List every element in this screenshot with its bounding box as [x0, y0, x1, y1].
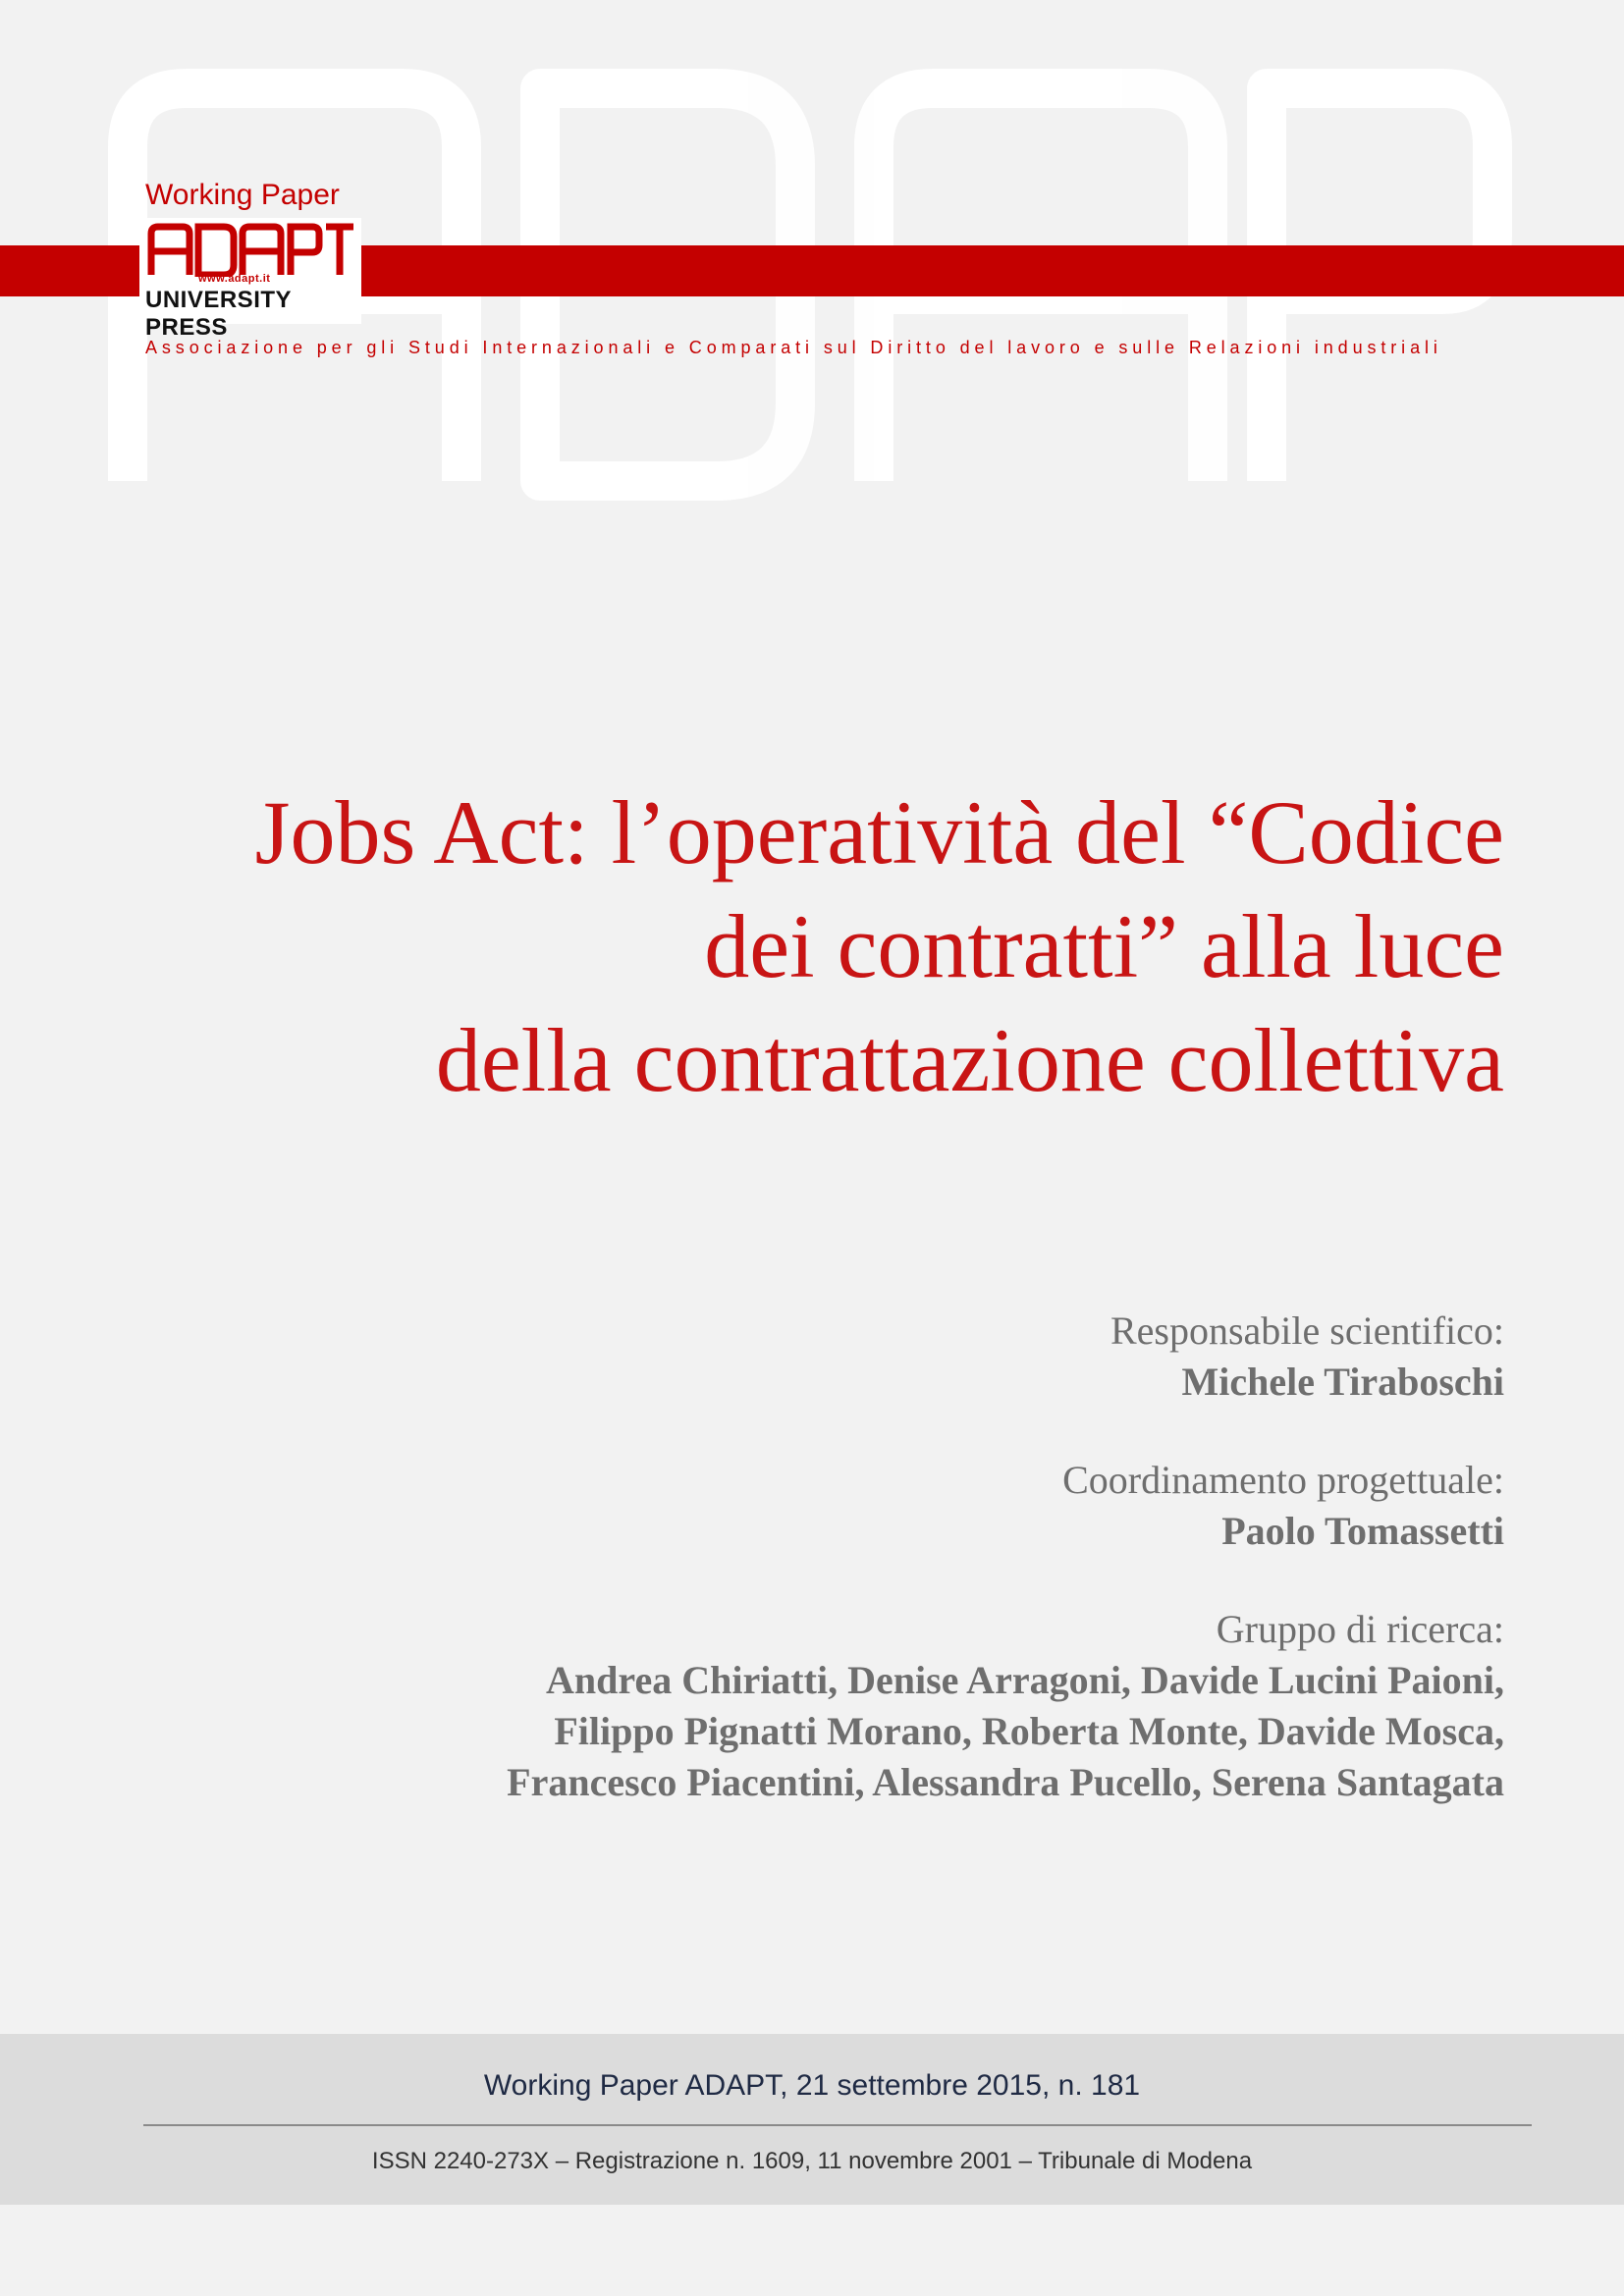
research-names-line: Francesco Piacentini, Alessandra Pucello, Serena Santagata [507, 1760, 1504, 1804]
adapt-logo-mark [145, 222, 355, 277]
role-label: Responsabile scientifico: [1110, 1308, 1504, 1353]
project-coordination [228, 1455, 1504, 1557]
research-names-line: Andrea Chiriatti, Denise Arragoni, Davide Lucini Paioni, [546, 1658, 1504, 1702]
footer-divider [143, 2124, 1532, 2126]
title-line: Jobs Act: l’operatività del “Codice [254, 782, 1504, 882]
title-line: dei contratti” alla luce [704, 896, 1504, 996]
title-line: della contrattazione collettiva [435, 1010, 1504, 1110]
credits-block [228, 1306, 1504, 1855]
role-label: Coordinamento progettuale: [1062, 1458, 1504, 1502]
logo-website: www.adapt.it [198, 273, 271, 285]
person-name: Michele Tiraboschi [1181, 1360, 1504, 1404]
issn-text: ISSN 2240-273X – Registrazione n. 1609, 11 novembre 2001 – Tribunale di Modena [371, 2148, 1253, 2174]
adapt-logo [139, 218, 361, 341]
footer-band [0, 2034, 1624, 2205]
paper-title [90, 775, 1504, 1117]
scientific-lead [228, 1306, 1504, 1408]
research-group [228, 1604, 1504, 1808]
person-name: Paolo Tomassetti [1221, 1509, 1504, 1553]
series-label: Working Paper [145, 179, 340, 211]
research-names-line: Filippo Pignatti Morano, Roberta Monte, Davide Mosca, [554, 1709, 1504, 1753]
citation-text: Working Paper ADAPT, 21 settembre 2015, n. 181 [483, 2069, 1141, 2102]
role-label: Gruppo di ricerca: [1216, 1607, 1504, 1651]
adapt-logo-block [139, 179, 365, 341]
logo-university-press: UNIVERSITY PRESS [145, 287, 292, 341]
association-name: Associazione per gli Studi Internazionali e Comparati sul Diritto del lavoro e sulle Relazioni industriali [145, 338, 1442, 357]
